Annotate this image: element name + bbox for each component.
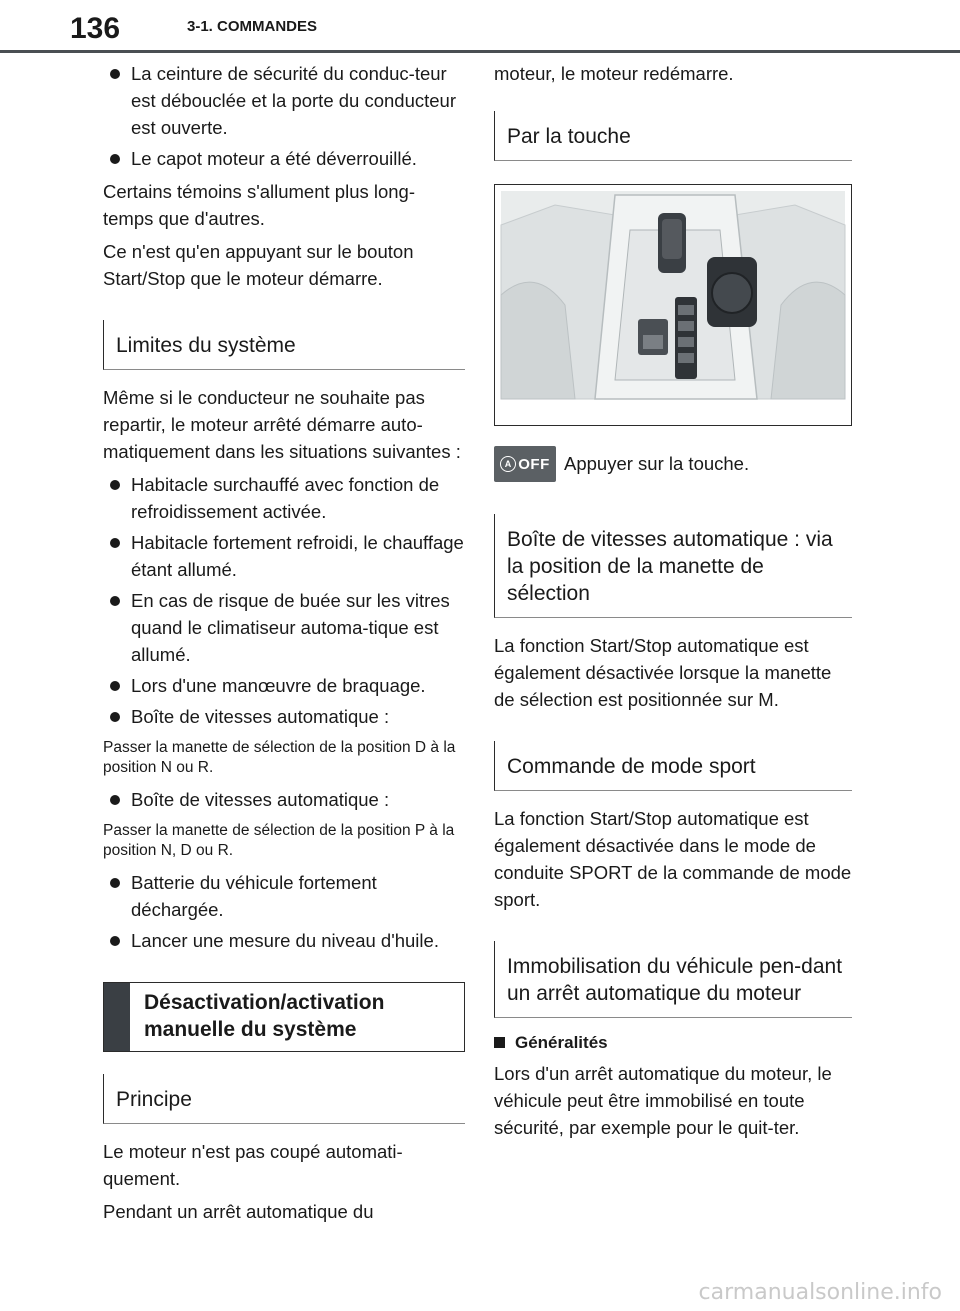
bullet-dot-icon (110, 596, 120, 606)
bullet-item: Habitacle surchauffé avec fonction de refroidissement activée. (103, 471, 465, 525)
paragraph: moteur, le moteur redémarre. (494, 63, 734, 84)
auto-start-stop-off-icon: A OFF (494, 446, 556, 482)
paragraph: La fonction Start/Stop automatique est également désactivée dans le mode de conduite SPORT de la commande de mode sport. (494, 808, 852, 910)
paragraph: Pendant un arrêt automatique du (103, 1201, 374, 1222)
square-bullet-icon (494, 1037, 505, 1048)
bullet-dot-icon (110, 538, 120, 548)
bullet-item: Le capot moteur a été déverrouillé. (103, 145, 465, 172)
bullet-dot-icon (110, 681, 120, 691)
bullet-item: Boîte de vitesses automatique : (103, 703, 465, 730)
paragraph: La fonction Start/Stop automatique est également désactivée lorsque la manette de sélection est positionnée sur M. (494, 635, 832, 710)
section-title-gearbox: Boîte de vitesses automatique : via la position de la manette de sélection (494, 514, 852, 618)
section-title-limits: Limites du système (103, 320, 465, 370)
note-text: Passer la manette de sélection de la position D à la position N ou R. (103, 739, 456, 776)
paragraph: Même si le conducteur ne souhaite pas repartir, le moteur arrêté démarre auto-matiquement dans les situations suivantes : (103, 387, 461, 462)
bullet-item: La ceinture de sécurité du conduc-teur est débouclée et la porte du conducteur est ouverte. (103, 60, 465, 141)
paragraph: Le moteur n'est pas coupé automati-quement. (103, 1141, 403, 1189)
bullet-dot-icon (110, 154, 120, 164)
page-header (0, 0, 960, 56)
page-number: 136 (70, 12, 121, 45)
watermark: carmanualsonline.info (698, 1280, 942, 1305)
right-column (494, 60, 852, 1147)
section-title-principle: Principe (103, 1074, 465, 1124)
icon-caption: Appuyer sur la touche. (564, 453, 750, 474)
section-title-manual: Désactivation/activation manuelle du système (103, 982, 465, 1052)
bullet-dot-icon (110, 69, 120, 79)
header-rule (0, 50, 960, 53)
bullet-dot-icon (110, 878, 120, 888)
center-console-figure (494, 184, 852, 426)
bullet-item: En cas de risque de buée sur les vitres quand le climatiseur automa-tique est allumé. (103, 587, 465, 668)
bullet-item: Lancer une mesure du niveau d'huile. (103, 927, 465, 954)
bullet-dot-icon (110, 795, 120, 805)
section-title-immobilisation: Immobilisation du véhicule pen-dant un arrêt automatique du moteur (494, 941, 852, 1018)
paragraph: Certains témoins s'allument plus long-temps que d'autres. (103, 181, 416, 229)
subsection-heading: Généralités (494, 1032, 852, 1054)
paragraph: Lors d'un arrêt automatique du moteur, le véhicule peut être immobilisé en toute sécurité, par exemple pour le quit-ter. (494, 1063, 832, 1138)
bullet-item: Lors d'une manœuvre de braquage. (103, 672, 465, 699)
center-console-illustration (495, 185, 851, 425)
paragraph: Ce n'est qu'en appuyant sur le bouton Start/Stop que le moteur démarre. (103, 241, 414, 289)
bullet-item: Boîte de vitesses automatique : (103, 786, 465, 813)
section-bar (104, 983, 130, 1051)
chapter-title: 3-1. COMMANDES (187, 18, 318, 35)
icon-instruction-row (494, 446, 852, 482)
section-title-sport: Commande de mode sport (494, 741, 852, 791)
section-title-button: Par la touche (494, 111, 852, 161)
bullet-item: Habitacle fortement refroidi, le chauffage étant allumé. (103, 529, 465, 583)
bullet-item: Batterie du véhicule fortement déchargée. (103, 869, 465, 923)
bullet-dot-icon (110, 712, 120, 722)
bullet-dot-icon (110, 936, 120, 946)
bullet-dot-icon (110, 480, 120, 490)
left-column (103, 60, 465, 1231)
note-text: Passer la manette de sélection de la position P à la position N, D ou R. (103, 822, 455, 859)
